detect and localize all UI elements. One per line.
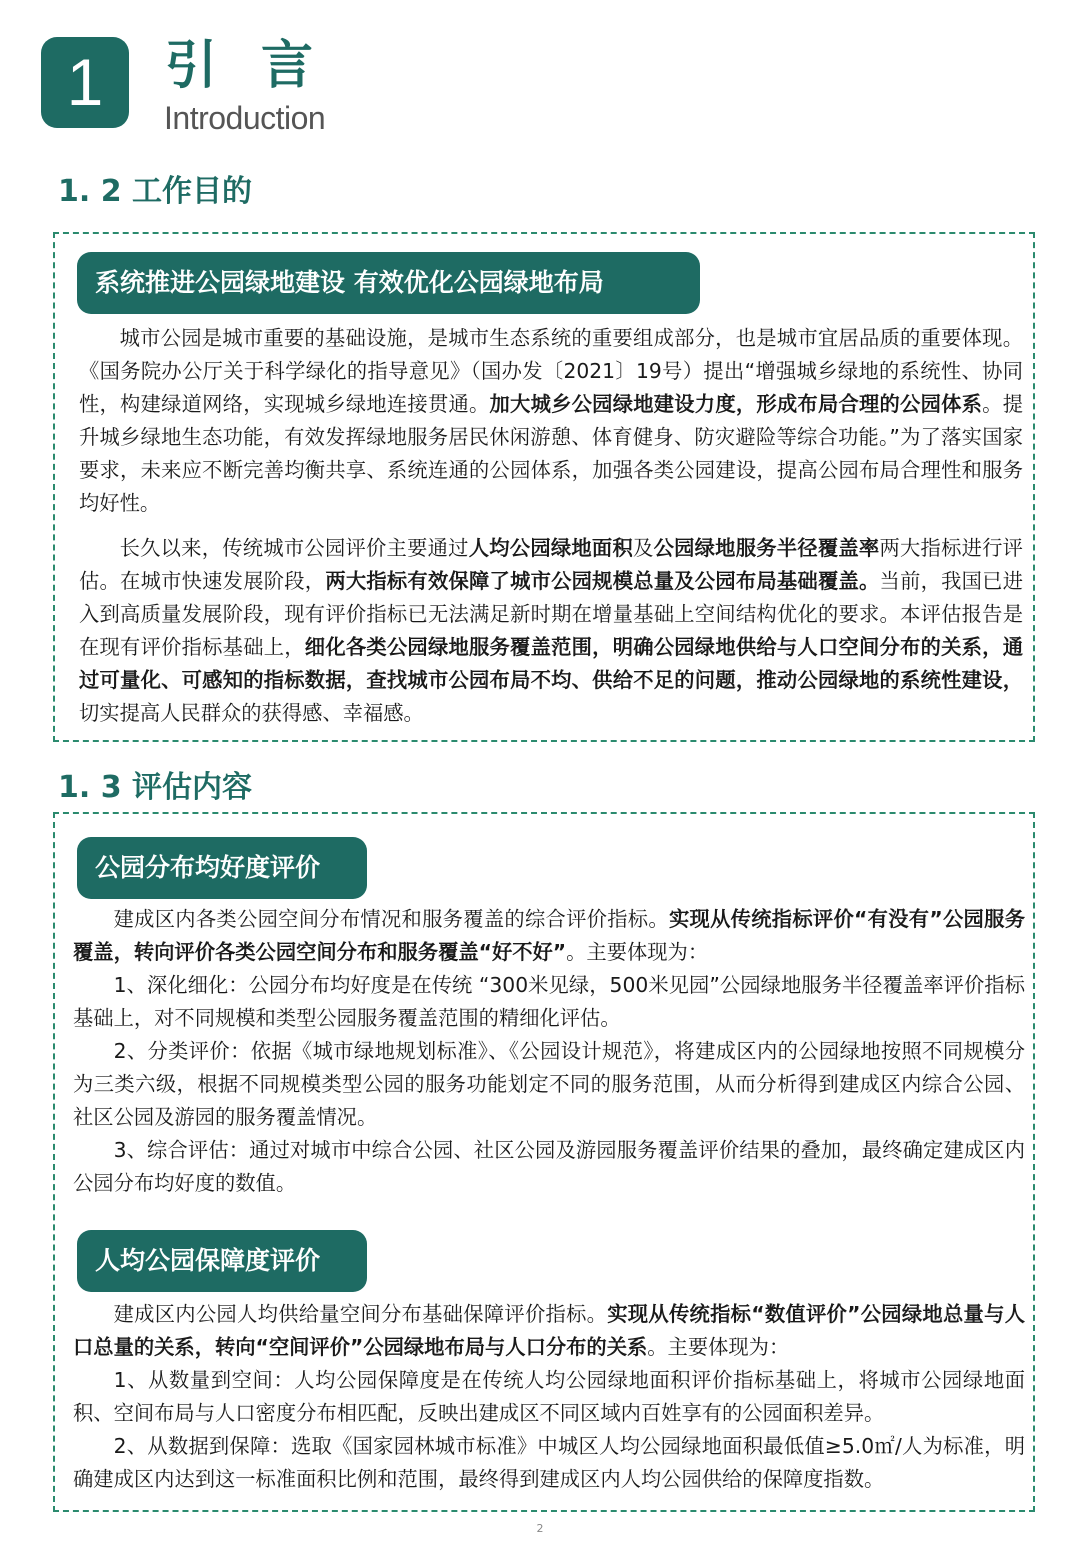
paragraph: 长久以来，传统城市公园评价主要通过人均公园绿地面积及公园绿地服务半径覆盖率两大指标进行评估。在城市快速发展阶段，两大指标有效保障了城市公园规模总量及公园布局基础覆盖。当前，我国已进入到高质量发展阶段，现有评价指标已无法满足新时期在增量基础上空间结构优化的要求。本评估报告是在现有评价指标基础上，细化各类公园绿地服务覆盖范围，明确公园绿地供给与人口空间分布的关系，通过可量化、可感知的指标数据，查找城市公园布局不均、供给不足的问题，推动公园绿地的系统性建设，切实提高人民群众的获得感、幸福感。 bbox=[79, 536, 1023, 725]
paragraph: 建成区内各类公园空间分布情况和服务覆盖的综合评价指标。实现从传统指标评价“有没有”公园服务覆盖，转向评价各类公园空间分布和服务覆盖“好不好”。主要体现为： bbox=[73, 907, 1025, 964]
per-capita-park-text bbox=[73, 1298, 1025, 1496]
paragraph: 城市公园是城市重要的基础设施，是城市生态系统的重要组成部分，也是城市宜居品质的重要体现。《国务院办公厅关于科学绿化的指导意见》（国办发〔2021〕19号）提出“增强城乡绿地的系统性、协同性，构建绿道网络，实现城乡绿地连接贯通。加大城乡公园绿地建设力度，形成布局合理的公园体系。提升城乡绿地生态功能，有效发挥绿地服务居民休闲游憩、体育健身、防灾避险等综合功能。”为了落实国家要求，未来应不断完善均衡共享、系统连通的公园体系，加强各类公园建设，提高公园布局合理性和服务均好性。 bbox=[79, 326, 1023, 515]
park-distribution-pill: 公园分布均好度评价 bbox=[77, 837, 367, 899]
list-item: 1、从数量到空间：人均公园保障度是在传统人均公园绿地面积评价指标基础上，将城市公园绿地面积、空间布局与人口密度分布相匹配，反映出建成区不同区域内百姓享有的公园面积差异。 bbox=[73, 1368, 1025, 1425]
page-number: 2 bbox=[536, 1522, 544, 1535]
list-item: 3、综合评估：通过对城市中综合公园、社区公园及游园服务覆盖评价结果的叠加，最终确定建成区内公园分布均好度的数值。 bbox=[73, 1138, 1025, 1195]
chapter-subtitle: Introduction bbox=[164, 100, 326, 136]
per-capita-park-pill: 人均公园保障度评价 bbox=[77, 1230, 367, 1292]
paragraph: 建成区内公园人均供给量空间分布基础保障评价指标。实现从传统指标“数值评价”公园绿地总量与人口总量的关系，转向“空间评价”公园绿地布局与人口分布的关系。主要体现为： bbox=[73, 1302, 1025, 1359]
work-purpose-pill: 系统推进公园绿地建设 有效优化公园绿地布局 bbox=[77, 252, 700, 314]
list-item: 1、深化细化：公园分布均好度是在传统 “300米见绿，500米见园”公园绿地服务半径覆盖率评价指标基础上，对不同规模和类型公园服务覆盖范围的精细化评估。 bbox=[73, 973, 1025, 1030]
chapter-title: 引言 bbox=[165, 36, 358, 96]
chapter-number-badge: 1 bbox=[41, 37, 129, 128]
section-heading-work-purpose: 1. 2 工作目的 bbox=[58, 174, 253, 209]
section-heading-evaluation-content: 1. 3 评估内容 bbox=[58, 770, 253, 805]
list-item: 2、从数据到保障：选取《国家园林城市标准》中城区人均公园绿地面积最低值≥5.0㎡/人为标准，明确建成区内达到这一标准面积比例和范围，最终得到建成区内人均公园供给的保障度指数。 bbox=[73, 1434, 1025, 1491]
park-distribution-text bbox=[73, 903, 1025, 1200]
work-purpose-text bbox=[79, 322, 1023, 730]
list-item: 2、分类评价：依据《城市绿地规划标准》、《公园设计规范》，将建成区内的公园绿地按照不同规模分为三类六级，根据不同规模类型公园的服务功能划定不同的服务范围，从而分析得到建成区内综合公园、社区公园及游园的服务覆盖情况。 bbox=[73, 1039, 1025, 1129]
